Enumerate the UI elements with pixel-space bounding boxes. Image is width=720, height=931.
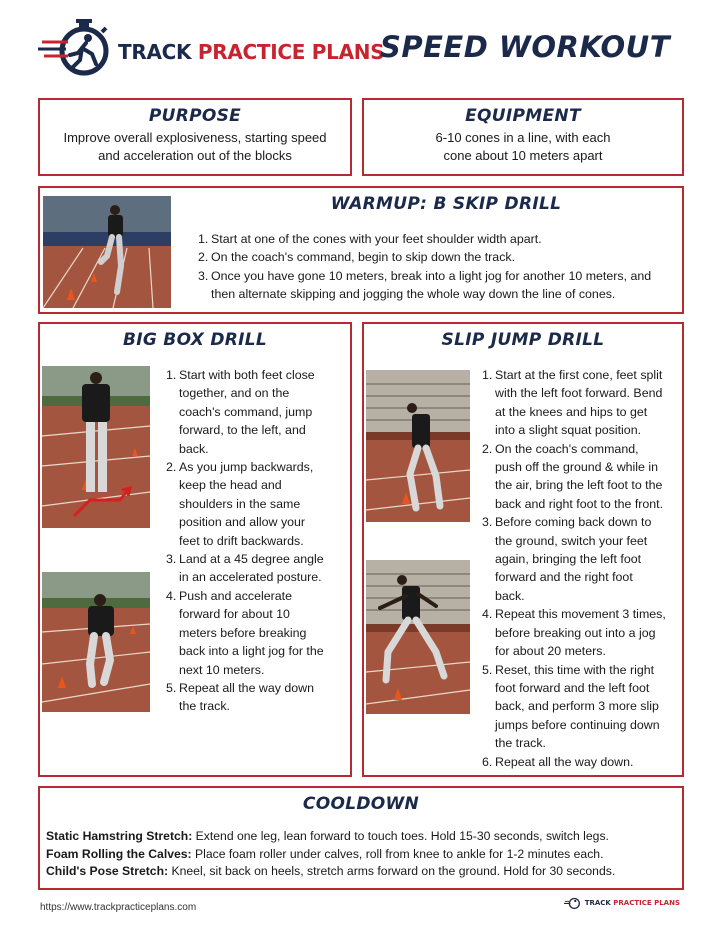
warmup-step: 1. Start at one of the cones with your feet shoulder width apart. bbox=[198, 232, 542, 246]
big-box-step: 2. As you jump backwards, keep the head and shoulders in the same position and allow your feet to drift backwards. bbox=[166, 460, 314, 548]
slip-jump-step: 4. Repeat this movement 3 times, before breaking out into a jog for about 20 meters. bbox=[482, 607, 666, 659]
big-box-step: 4. Push and accelerate forward for about 10 meters before breaking back into a light jog for the next 10 meters. bbox=[166, 588, 324, 677]
footer-url[interactable]: https://www.trackpracticeplans.com bbox=[40, 902, 197, 913]
big-box-drill-photo-2 bbox=[42, 572, 150, 712]
purpose-title: PURPOSE bbox=[148, 106, 242, 126]
big-box-drill-photo-1 bbox=[42, 366, 150, 528]
cooldown-panel bbox=[38, 786, 684, 890]
b-skip-drill-photo bbox=[43, 196, 171, 308]
footer-logo-icon bbox=[564, 896, 582, 910]
cooldown-item-text: Place foam roller under calves, roll from knee to ankle for 1-2 minutes each. bbox=[191, 846, 604, 861]
cooldown-item-label: Foam Rolling the Calves: bbox=[46, 846, 192, 861]
slip-jump-drill-panel bbox=[362, 322, 684, 777]
cooldown-item bbox=[46, 846, 615, 864]
cooldown-item bbox=[46, 828, 615, 846]
slip-jump-drill-photo-1 bbox=[366, 370, 470, 522]
slip-jump-step: 3. Before coming back down to the ground, switch your feet again, bringing the left foot forward and the right foot back. bbox=[482, 515, 652, 603]
slip-jump-step: 6. Repeat all the way down. bbox=[482, 754, 634, 769]
warmup-title: WARMUP: B SKIP DRILL bbox=[330, 194, 562, 214]
purpose-text-line: Improve overall explosiveness, starting speed bbox=[63, 130, 327, 145]
slip-jump-step: 5. Reset, this time with the right foot forward and the left foot back, and perform 3 more slip jumps before continuing down the track. bbox=[482, 662, 660, 751]
warmup-steps bbox=[198, 230, 678, 304]
big-box-drill-steps bbox=[166, 366, 348, 716]
purpose-text-line: and acceleration out of the blocks bbox=[98, 148, 292, 163]
footer-logo: TRACK PRACTICE PLANS bbox=[564, 896, 680, 910]
slip-jump-step: 1. Start at the first cone, feet split with the left foot forward. Bend at the knees and hips to get into a slight squat position. bbox=[482, 368, 663, 438]
warmup-step: 2. On the coach's command, begin to skip down the track. bbox=[198, 250, 516, 265]
slip-jump-drill-title: SLIP JUMP DRILL bbox=[441, 330, 605, 350]
track-practice-plans-logo bbox=[38, 18, 118, 80]
cooldown-item bbox=[46, 863, 615, 881]
page-title: SPEED WORKOUT bbox=[379, 30, 670, 64]
slip-jump-step: 2. On the coach's command, push off the ground & while in the air, bring the left foot to the back and right foot to the front. bbox=[482, 441, 664, 511]
slip-jump-drill-photo-2 bbox=[366, 560, 470, 714]
warmup-panel bbox=[38, 186, 684, 314]
brand-name: TRACK PRACTICE PLANS bbox=[118, 40, 385, 64]
equipment-panel bbox=[362, 98, 684, 176]
big-box-step: 1. Start with both feet close together, and on the coach's command, jump forward, to the left, and back. bbox=[166, 368, 315, 456]
warmup-step: 3. Once you have gone 10 meters, break into a light jog for another 10 meters, and then alternate skipping and jogging the whole way down the line of cones. bbox=[198, 268, 652, 302]
equipment-text-line: 6-10 cones in a line, with each bbox=[435, 130, 611, 145]
equipment-title: EQUIPMENT bbox=[465, 106, 581, 126]
cooldown-item-label: Child's Pose Stretch: bbox=[46, 864, 169, 878]
equipment-text-line: cone about 10 meters apart bbox=[443, 148, 603, 163]
page-header bbox=[0, 0, 720, 90]
big-box-drill-title: BIG BOX DRILL bbox=[122, 330, 268, 350]
cooldown-item-text: Extend one leg, lean forward to touch toes. Hold 15-30 seconds, switch legs. bbox=[192, 829, 609, 843]
cooldown-item-text: Kneel, sit back on heels, stretch arms forward on the ground. Hold for 30 seconds. bbox=[168, 864, 616, 878]
slip-jump-drill-steps bbox=[482, 366, 682, 771]
big-box-drill-panel bbox=[38, 322, 352, 777]
big-box-step: 3. Land at a 45 degree angle in an accelerated posture. bbox=[166, 552, 324, 585]
cooldown-item-label: Static Hamstring Stretch: bbox=[46, 829, 193, 843]
purpose-panel bbox=[38, 98, 352, 176]
cooldown-title: COOLDOWN bbox=[302, 794, 420, 814]
big-box-step: 5. Repeat all the way down the track. bbox=[166, 680, 315, 714]
